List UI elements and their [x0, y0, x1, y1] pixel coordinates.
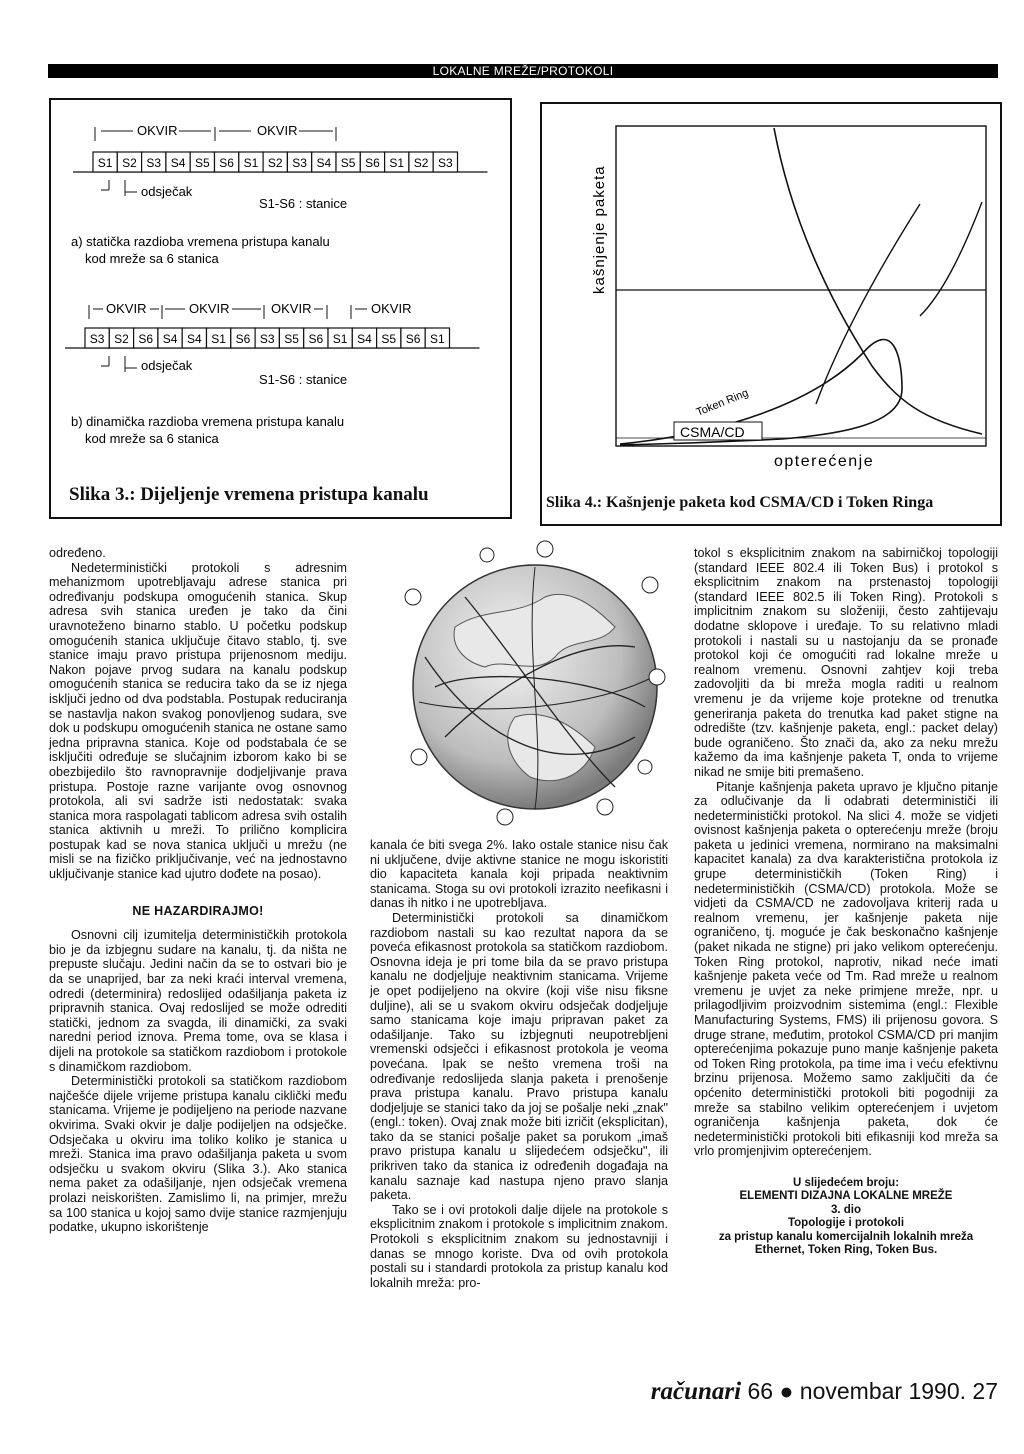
magazine-brand: računari — [650, 1378, 742, 1405]
caption-a-line1: a) statička razdioba vremena pristupa kanalu — [71, 234, 330, 249]
row-a-slot-label: S1 — [243, 156, 259, 170]
page-footer — [651, 1378, 998, 1406]
paragraph: Nedeterministički protokoli s adresnim mehanizmom upotrebljavaju adrese stanica pri određivanju podskupa omogućenih stanica. Skup adresa svih stanica uređen je tako da čini uravnoteženo binarno stablo. U početku podskup omogućenih stanica uključuje čitavo stablo, tj. sve stanice imaju pravo pristupa prijenosnom mediju. Nakon pojave prvog sudara na kanalu podskup omogućenih stanica se reducira tako da se iz njega isključi jedno od dva podstabla. Postupak reduciranja se nastavlja nakon svakog ponovljenog sudara, sve dok u podskupu omogućenih stanica ne ostane samo jedna pripravna stanica. Koje od podstabala će se isključiti određuje se slučajnim izborom kako bi se obezbijedilo što ravnopravnije dodjeljivanje prava pristupa. Postoje razne varijante ovog osnovnog protokola, ali svi sadrže isti nedostatak: svaka stanica mora raspolagati tablicom adresa svih ostalih stanica aktivnih u mreži. To prilično komplicira postupak kad se nova stanica uključi u mrežu (ne misli se na fizičko priključivanje, već na jednostavno uključivanje stanice kad ujutro dođete na posao). — [49, 560, 347, 882]
frame-label-a1: OKVIR — [137, 123, 178, 138]
issue-date: novembar 1990. — [799, 1378, 967, 1404]
frame-label-b2: OKVIR — [189, 301, 230, 316]
next-issue-line: Ethernet, Token Ring, Token Bus. — [754, 1244, 938, 1257]
paragraph: Pitanje kašnjenja paketa upravo je ključno pitanje za odlučivanje da li odabrati determinističi ili nedeterministički protokol. Na slici 4. može se vidjeti ovisnost kašnjenja paketa o opterećenju mreže (broju paketa u jedinici vremena, normirano na maksimalni kapacitet kanala) za dva karakteristična protokola iz grupe determinističkih (Token Ring) i nedeterminističkih (CSMA/CD) protokola. Može se vidjeti da CSMA/CD ne zadovoljava kriterij rada u realnom vremenu, jer kašnjenje paketa nije ograničeno, tj. moguće je čak beskonačno kašnjenje (paket nikada ne stigne) pri jako velikom opterećenju. Token Ring protokol, naprotiv, nikad neće imati kašnjenje paketa veće od Tm. Rad mreže u realnom vremenu je uvjet za neke primjene mreže, npr. u prilagodljivim proizvodnim sistemima (engl.: Flexible Manufacturing Systems, FMS) ili prijenosu govora. S druge strane, međutim, protokol CSMA/CD pri manjim opterećenjima pokazuje puno manje kašnjenje paketa od Token Ring protokola, pa time ima i veću efektivnu brzinu prijenosa. Možemo samo zaključiti da će općenito deterministički protokoli biti pogodniji za mreže sa stabilno velikim opterećenjem i uvjetom ograničenja kašnjenja paketa, dok će nedeterministički protokoli biti efikasniji kod mreža sa vrlo promjenjivim opterećenjem. — [694, 779, 998, 1159]
y-axis-label: kašnjenje paketa — [591, 165, 608, 294]
row-a-slot-label: S4 — [170, 156, 186, 170]
next-issue-line: 3. dio — [830, 1203, 862, 1216]
row-a-slot-label: S2 — [267, 156, 283, 170]
frame-label-a2: OKVIR — [257, 123, 298, 138]
next-issue-line: ELEMENTI DIZAJNA LOKALNE MREŽE — [739, 1190, 953, 1203]
row-b-slot-label: S6 — [138, 332, 154, 346]
caption-a-line2: kod mreže sa 6 stanica — [85, 251, 219, 266]
text-column-2 — [370, 838, 668, 1290]
row-a-slot-label: S1 — [97, 156, 113, 170]
row-a-slot-label: S2 — [122, 156, 137, 170]
row-a-slot-label: S5 — [195, 156, 210, 170]
row-b-slot-label: S5 — [284, 332, 299, 346]
csma-cd-label: CSMA/CD — [680, 424, 745, 440]
row-b-slot-label: S1 — [211, 332, 226, 346]
plot-frame — [616, 126, 986, 446]
figure-3-diagram — [51, 100, 510, 517]
next-issue-box — [694, 1177, 998, 1258]
next-issue-line: Topologije i protokoli — [787, 1217, 905, 1230]
row-b-slot-label: S4 — [162, 332, 178, 346]
row-b-slot-label: S6 — [308, 332, 324, 346]
row-a-slot-label: S6 — [365, 156, 380, 170]
paragraph: Tako se i ovi protokoli dalje dijele na protokole s eksplicitnim znakom i protokole s implicitnim znakom. Protokoli s eksplicitnim znakom su jednostavniji i danas se mnogo koriste. Dva od ovih protokola postali su i standardi protokola za pristup kanalu kod lokalnih mreža: pro- — [370, 1202, 668, 1290]
row-a-slot-label: S4 — [316, 156, 332, 170]
paragraph: Deterministički protokoli sa statičkom razdiobom najčešće dijele vrijeme pristupa kanalu ciklički među stanicama. Vrijeme je podijeljeno na periode nazvane okvirima. Svaki okvir je dalje podijeljen na odsječke. Odsječaka u okviru ima toliko koliko je stanica u mreži. Stanica ima pravo odašiljanja paketa u svom odsječku u svakom okviru (Slika 3.). Ako stanica nema paket za odašiljanje, njen odsječak vremena prolazi neiskorišten. Zamislimo li, na primjer, mrežu sa 100 stanica u kojoj samo dvije stanice razmjenjuju podatke, ukupno iskorištenje — [49, 1074, 347, 1235]
slot-label-a: odsječak — [141, 184, 193, 199]
figure-3-box — [49, 98, 512, 519]
row-b-slot-label: S5 — [381, 332, 397, 346]
paragraph: Osnovni cilj izumitelja determinističkih protokola bio je da izbjegnu sudare na kanalu, tj. da ništa ne prepuste slučaju. Jedini način da se to ostvari bio je da se unaprijed, bar za neki kraći interval vremena, odredi (determinira) redoslijed odašiljanja paketa iz pripravnih stanica. Ovaj redoslijed se može odrediti statički, jednom za svagda, ili dinamički, za svaki naredni period iznova. Prema tome, ova se klasa i dijeli na protokole sa statičkom razdiobom i protokole s dinamičkom razdiobom. — [49, 928, 347, 1074]
paragraph: tokol s eksplicitnim znakom na sabirničkoj topologiji (standard IEEE 802.4 ili Token Bus) i protokol s eksplicitnim znakom na prstenastoj topologiji (standard IEEE 802.5 ili Token Ring). Protokoli s implicitnim znakom su složeniji, često zahtijevaju dodatne sklopove i uređaje. To su relativno mladi protokoli i nastali su u nastojanju da se pronađe protokol koji će omogućiti rad lokalne mreže u realnom vremenu. Osnovni zahtjev koji treba zadovoljiti da bi mreža mogla raditi u realnom vremenu je da vrijeme koje protekne od trenutka generiranja paketa do trenutka kad paket stigne na odredište (tzv. kašnjenje paketa, engl.: packet delay) bude ograničeno. Što znači da, ako za neku mrežu kažemo da ima kašnjenje paketa T, onda to vrijeme nikad ne smije biti premašeno. — [694, 546, 998, 779]
section-heading: NE HAZARDIRAJMO! — [132, 903, 264, 918]
row-b-slot-label: S3 — [259, 332, 275, 346]
row-b-slot-label: S3 — [89, 332, 105, 346]
issue-number: 66 — [747, 1378, 774, 1404]
paragraph: Deterministički protokoli sa dinamičkom razdiobom nastali su kao rezultat napora da se poveća efikasnost protokola sa statičkom razdiobom. Osnovna ideja je pri tome bila da se pravo pristupa kanalu ne dodjeljuje neaktivnim stanicama. Vrijeme je opet podijeljeno na okvire (koji više nisu fiksne duljine), ali se u svakom okviru odsječak dodjeljuje samo stanicama koje imaju pripravan paket za odašiljanje. Tako su izbjegnuti neupotrebljeni vremenski odsječci i efikasnost protokola je veoma povećana. Ipak se nešto vremena troši na određivanje redoslijeda slanja paketa i prenošenje prava pristupa kanalu. Pravo pristupa kanalu dodjeljuje se stanici tako da joj se pošalje neki „znak" (engl.: token). Ovaj znak može biti izričit (eksplicitan), tako da se stanici pošalje paket sa porukom „imaš pravo pristupa kanalu u slijedećem odsječku", ili prikriven tako da stanica iz određenih događaja na kanalu saznaje kad nastupa njeno pravo slanja paketa. — [370, 910, 668, 1203]
frame-label-b1: OKVIR — [106, 301, 147, 316]
row-a-slot-label: S5 — [340, 156, 356, 170]
stations-label-b: S1-S6 : stanice — [259, 372, 348, 387]
row-a-slot-label: S1 — [389, 156, 405, 170]
next-issue-line: U slijedećem broju: — [792, 1176, 900, 1189]
page-number: 27 — [972, 1378, 998, 1404]
text-column-3 — [694, 546, 998, 1258]
token-ring-curve — [774, 128, 982, 434]
paragraph: kanala će biti svega 2%. Iako ostale stanice nisu čak ni uključene, dvije aktivne stanice ne mogu iskoristiti dio kapaciteta kanala koji pripada neaktivnim stanicama. Stoga su ovi protokoli izrazito neefikasni i danas ih nitko i ne upotrebljava. — [370, 838, 668, 911]
section-header-bar — [48, 64, 998, 78]
section-title: LOKALNE MREŽE/PROTOKOLI — [432, 64, 614, 78]
row-b-slot-label: S1 — [430, 332, 445, 346]
token-ring-label: Token Ring — [694, 387, 751, 419]
caption-b-line2: kod mreže sa 6 stanica — [85, 431, 219, 446]
figure-4-chart — [542, 104, 1000, 524]
row-a-slot-label: S6 — [219, 156, 234, 170]
row-b-slot-label: S1 — [332, 332, 348, 346]
stations-label-a: S1-S6 : stanice — [259, 196, 348, 211]
next-issue-line: za pristup kanalu komercijalnih lokalnih mreža — [718, 1230, 974, 1243]
x-axis-label: opterećenje — [774, 453, 875, 470]
row-b-slot-label: S6 — [405, 332, 421, 346]
paragraph: određeno. — [49, 546, 106, 560]
slot-label-b: odsječak — [141, 358, 193, 373]
row-b-slot-label: S4 — [357, 332, 372, 346]
row-a-slot-label: S3 — [438, 156, 453, 170]
row-b-slot-label: S2 — [114, 332, 129, 346]
frame-label-b3: OKVIR — [271, 301, 312, 316]
figure-3-caption: Slika 3.: Dijeljenje vremena pristupa kanalu — [69, 484, 429, 505]
frame-label-b4: OKVIR — [371, 301, 412, 316]
row-b-slot-label: S4 — [187, 332, 202, 346]
row-a-slot-label: S3 — [292, 156, 307, 170]
figure-4-box — [540, 102, 1002, 526]
globe-illustration — [395, 537, 670, 827]
text-column-1 — [49, 546, 347, 1235]
row-a-slot-label: S2 — [413, 156, 429, 170]
bullet-icon: ● — [779, 1378, 794, 1404]
row-b-slot-label: S6 — [235, 332, 251, 346]
figure-4-caption: Slika 4.: Kašnjenje paketa kod CSMA/CD i Token Ringa — [546, 494, 934, 511]
caption-b-line1: b) dinamička razdioba vremena pristupa kanalu — [71, 414, 345, 429]
row-a-slot-label: S3 — [146, 156, 162, 170]
